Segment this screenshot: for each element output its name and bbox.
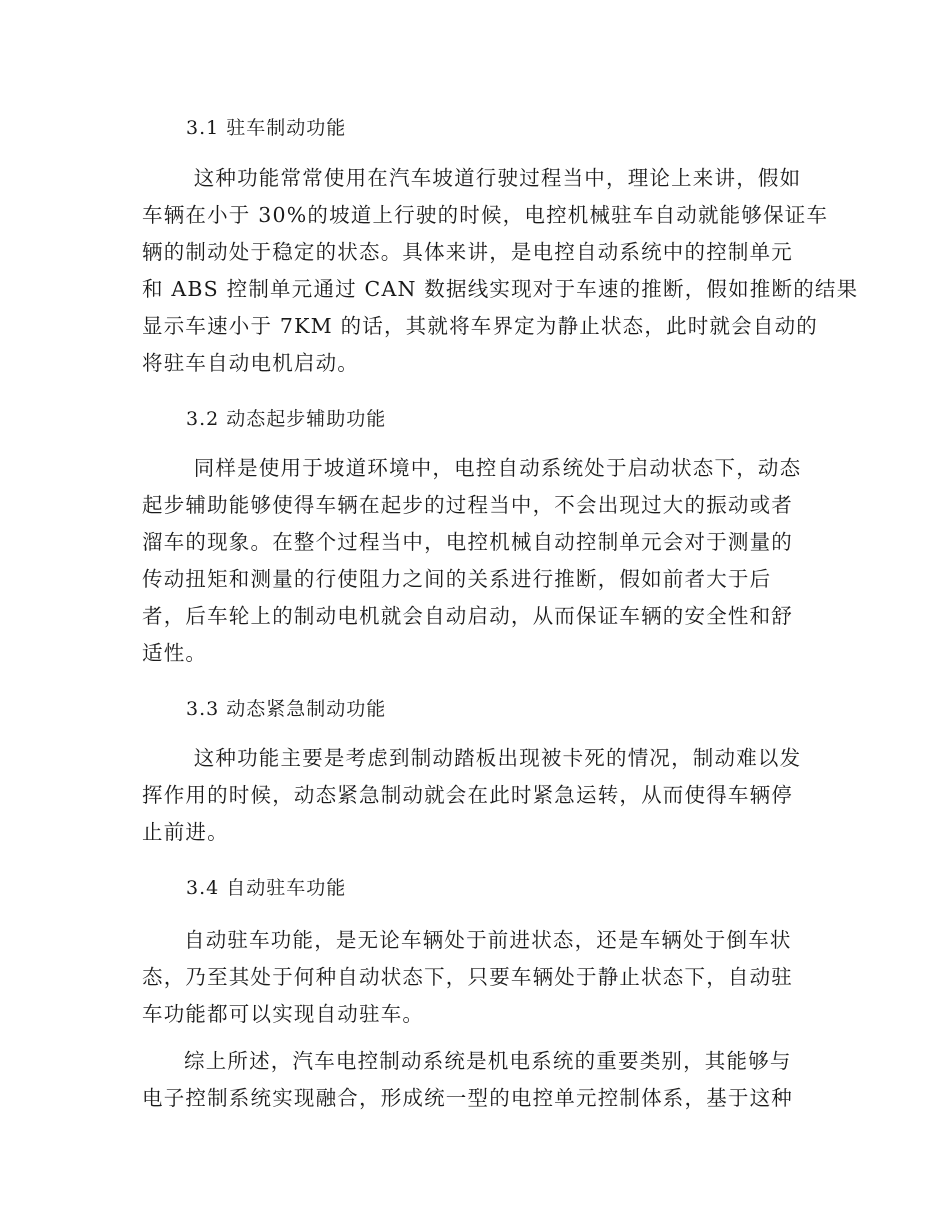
section-heading-3-2: 3.2 动态起步辅助功能	[186, 408, 387, 430]
paragraph-line: 辆的制动处于稳定的状态。具体来讲，是电控自动系统中的控制单元	[142, 240, 793, 264]
paragraph-line: 传动扭矩和测量的行使阻力之间的关系进行推断，假如前者大于后	[142, 567, 772, 591]
paragraph-line: 显示车速小于 7KM 的话，其就将车界定为静止状态，此时就会自动的	[142, 314, 818, 338]
paragraph-line: 态，乃至其处于何种自动状态下，只要车辆处于静止状态下，自动驻	[142, 965, 793, 989]
section-paragraph-3-2	[142, 450, 810, 672]
paragraph-line: 电子控制系统实现融合，形成统一型的电控单元控制体系，基于这种	[142, 1086, 793, 1110]
section-heading-3-3: 3.3 动态紧急制动功能	[186, 698, 387, 720]
paragraph-line: 起步辅助能够使得车辆在起步的过程当中，不会出现过大的振动或者	[142, 493, 793, 517]
paragraph-line: 综上所述，汽车电控制动系统是机电系统的重要类别，其能够与	[184, 1049, 792, 1073]
paragraph-line: 止前进。	[142, 820, 229, 844]
paragraph-line: 和 ABS 控制单元通过 CAN 数据线实现对于车速的推断，假如推断的结果	[142, 277, 859, 301]
paragraph-line: 溜车的现象。在整个过程当中，电控机械自动控制单元会对于测量的	[142, 530, 793, 554]
paragraph-line: 者，后车轮上的制动电机就会自动启动，从而保证车辆的安全性和舒	[142, 604, 793, 628]
section-heading-3-1: 3.1 驻车制动功能	[186, 117, 347, 139]
conclusion-paragraph	[142, 1043, 810, 1117]
section-paragraph-3-3	[142, 740, 810, 851]
paragraph-line: 这种功能常常使用在汽车坡道行驶过程当中，理论上来讲，假如	[172, 166, 802, 190]
paragraph-line: 这种功能主要是考虑到制动踏板出现被卡死的情况，制动难以发	[172, 746, 802, 770]
paragraph-line: 挥作用的时候，动态紧急制动就会在此时紧急运转，从而使得车辆停	[142, 783, 793, 807]
section-paragraph-3-4	[142, 922, 810, 1033]
paragraph-line: 车辆在小于 30%的坡道上行驶的时候，电控机械驻车自动就能够保证车	[142, 203, 829, 227]
paragraph-line: 同样是使用于坡道环境中，电控自动系统处于启动状态下，动态	[172, 456, 802, 480]
paragraph-line: 自动驻车功能，是无论车辆处于前进状态，还是车辆处于倒车状	[184, 928, 792, 952]
section-heading-3-4: 3.4 自动驻车功能	[186, 877, 347, 899]
paragraph-line: 适性。	[142, 641, 208, 665]
section-paragraph-3-1	[142, 160, 859, 382]
paragraph-line: 车功能都可以实现自动驻车。	[142, 1002, 425, 1026]
paragraph-line: 将驻车自动电机启动。	[142, 351, 359, 375]
